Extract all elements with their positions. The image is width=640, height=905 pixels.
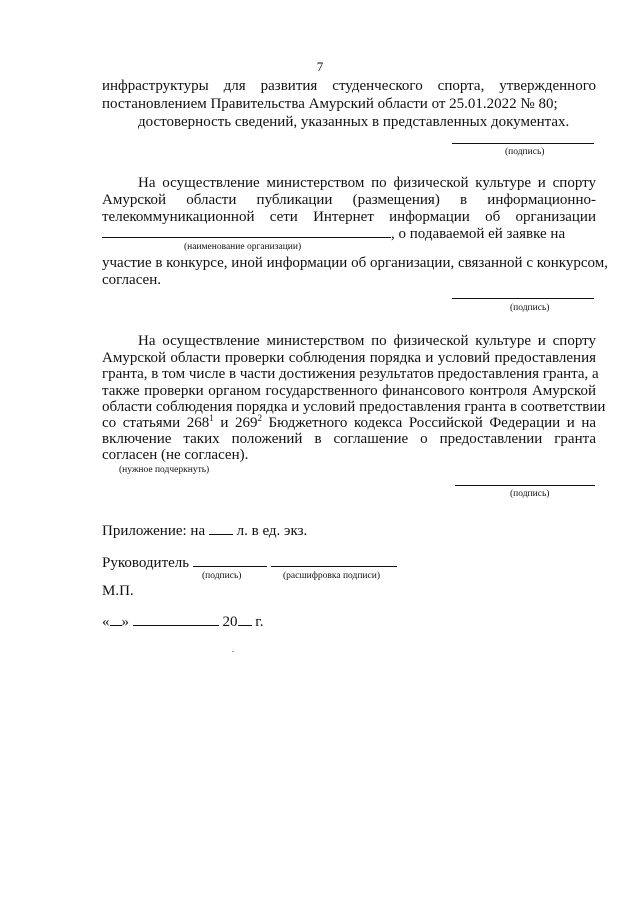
date-line [102, 612, 596, 631]
block2-line4 [102, 224, 596, 243]
attachment-suffix: л. в ед. экз. [236, 523, 308, 539]
block3-line6 [102, 415, 596, 432]
block3-line5: области соблюдения порядка и условий предоставления гранта в соответствии [102, 399, 606, 415]
date-month-blank [133, 612, 219, 626]
head-label: Руководитель [102, 555, 190, 571]
block1-signature-caption: (подпись) [505, 147, 545, 157]
block2-line2: Амурской области публикации (размещения) в информационно- [102, 192, 596, 208]
block3-line8: согласен (не согласен). [102, 447, 249, 463]
head-signature-blank [193, 553, 267, 567]
attachment-prefix: Приложение: на [102, 523, 206, 539]
date-open-quote: « [102, 614, 110, 630]
block2-line6: согласен. [102, 272, 161, 288]
block1-line3: достоверность сведений, указанных в представленных документах. [138, 114, 570, 130]
head-decode-blank [271, 553, 397, 567]
footnote-mark-2: 2 [257, 413, 262, 423]
footnote-mark-1: 1 [209, 413, 214, 423]
stamp-label: М.П. [102, 583, 134, 599]
block3-line3: гранта, в том числе в части достижения результатов предоставления гранта, а [102, 366, 599, 382]
block3-line7: включение таких положений в соглашение о предоставлении гранта [102, 431, 596, 447]
block2-line1: На осуществление министерством по физической культуре и спорту [138, 175, 596, 191]
page-number: 7 [316, 59, 324, 74]
block1-signature-line [452, 143, 594, 144]
block3-signature-caption: (подпись) [510, 489, 550, 499]
block2-line3: телекоммуникационной сети Интернет информации об организации [102, 209, 596, 225]
head-decode-caption: (расшифровка подписи) [283, 571, 380, 581]
attachment-line [102, 521, 596, 540]
block3-line1: На осуществление министерством по физической культуре и спорту [138, 333, 596, 349]
block3-line2: Амурской области проверки соблюдения порядка и условий предоставления [102, 350, 596, 366]
block1-line1: инфраструктуры для развития студенческого спорта, утвержденного [102, 78, 596, 94]
block3-line6-b: и 269 [213, 415, 258, 431]
head-line [102, 553, 596, 572]
block1-line2: постановлением Правительства Амурский области от 25.01.2022 № 80; [102, 96, 558, 112]
date-year-suffix: г. [255, 614, 264, 630]
block3-line4: также проверки органом государственного финансового контроля Амурской [102, 383, 596, 399]
block2-line4-suffix: , о подаваемой ей заявке на [391, 226, 566, 242]
block3-signature-line [455, 485, 595, 486]
organization-caption: (наименование организации) [184, 242, 302, 252]
attachment-pages-blank [209, 521, 233, 535]
block3-line6-c: Бюджетного кодекса Российской Федерации и на [261, 415, 597, 431]
date-year-blank [238, 612, 252, 626]
date-close-quote: » [121, 614, 129, 630]
block3-line6-a: со статьями 268 [102, 415, 210, 431]
date-year-prefix: 20 [222, 614, 238, 630]
block2-signature-caption: (подпись) [510, 303, 550, 313]
head-signature-caption: (подпись) [202, 571, 242, 581]
block2-line5: участие в конкурсе, иной информации об организации, связанной с конкурсом, [102, 255, 608, 271]
date-day-blank [110, 612, 122, 626]
scan-speck [232, 651, 234, 652]
block2-signature-line [452, 298, 594, 299]
organization-name-blank [102, 224, 391, 238]
underline-caption: (нужное подчеркнуть) [119, 465, 210, 475]
